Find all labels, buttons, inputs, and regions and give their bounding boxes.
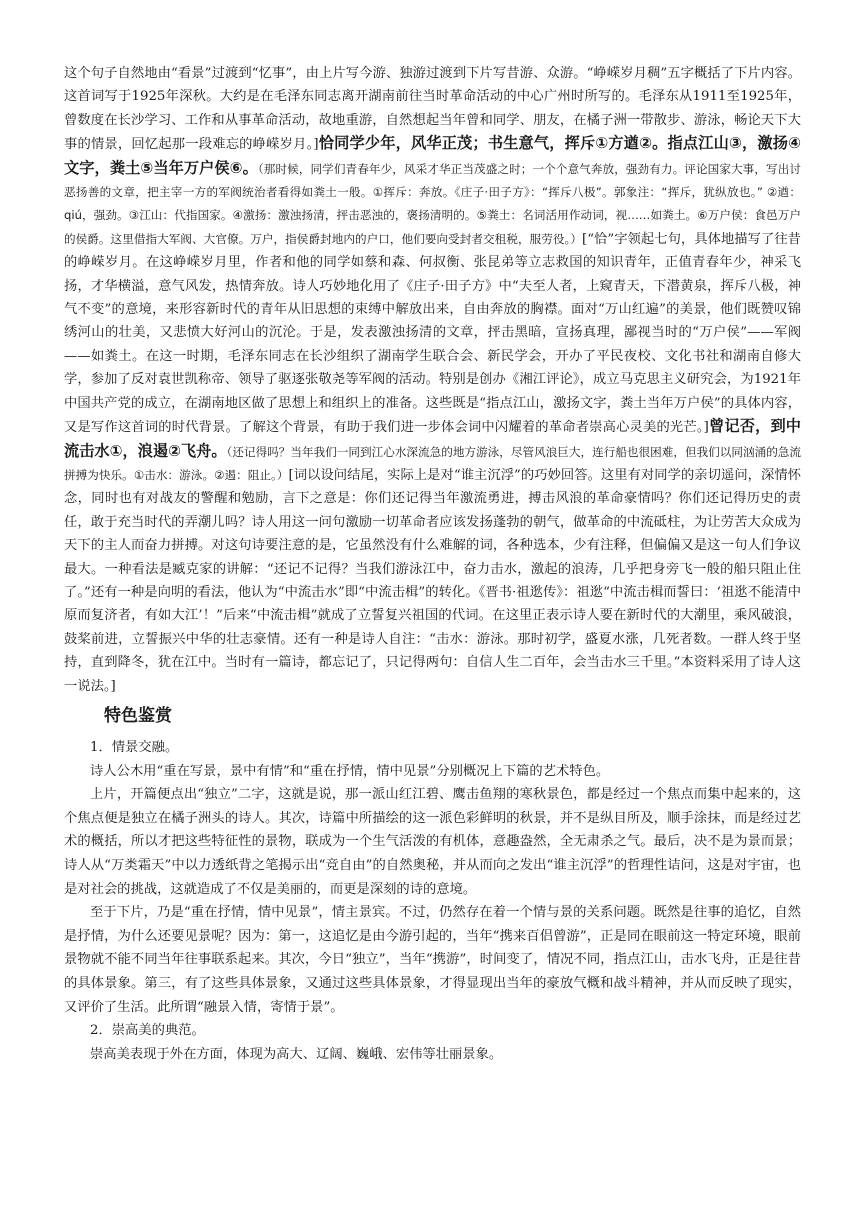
commentary-text: 这个句子自然地由“看景”过渡到“忆事”，由上片写今游、独游过渡到下片写昔游、众游。“峥嵘岁月稠”五字概括了下片内容。这首词写于1925年深秋。大约是在毛泽东同志离开湖南前往当时革命活动的中心广州时所写的。毛泽东从1911至1925年，曾数度在长沙学习、工作和从事革命活动，故地重游，自然想起当年曾和同学、朋友，在橘子洲一带散步、游泳，畅论天下大事的情景，回忆起那一段难忘的峥嵘岁月。] (64, 66, 801, 153)
document-page (64, 62, 801, 1066)
commentary-text: [“恰”字领起七句，具体地描写了往昔的峥嵘岁月。在这峥嵘岁月里，作者和他的同学如蔡和森、何叔衡、张昆弟等立志救国的知识青年，正值青春年少，神采飞扬，才华横溢，意气风发，热情奔放。诗人巧妙地化用了《庄子·田子方》中“夫至人者，上窥青天，下潜黄泉，挥斥八极，神气不变”的意境，来形容新时代的青年从旧思想的束缚中解放出来，自由奔放的胸襟。面对“万山红遍”的美景，他们既赞叹锦绣河山的壮美，又悲愤大好河山的沉沦。于是，发表激浊扬清的文章，抨击黑暗，宣扬真理，鄙视当时的“万户侯”——军阀——如粪土。在这一时期，毛泽东同志在长沙组织了湖南学生联合会、新民学会，开办了平民夜校、文化书社和湖南自修大学，参加了反对袁世凯称帝、领导了驱逐张敬尧等军阀的活动。特别是创办《湘江评论》，成立马克思主义研究会，为1921年中国共产党的成立，在湖南地区做了思想上和组织上的准备。这些既是“指点江山，激扬文字，粪土当年万户侯”的具体内容，又是写作这首词的时代背景。了解这个背景，有助于我们进一步体会词中闪耀着的革命者崇高心灵美的光芒。] (64, 231, 801, 436)
poem-line: 恰同学少年，风华正茂；书生意气，挥斥①方遒②。指点江山③，激扬④文字，粪土⑤当年万户侯⑥。 (64, 134, 801, 177)
list-item-heading: 2．崇高美的典范。 (90, 1023, 205, 1039)
poem-line: 曾记否，到中流击水①，浪遏②飞舟。 (64, 417, 801, 460)
body-paragraph: 诗人公木用“重在写景，景中有情”和“重在抒情，情中见景”分别概况上下篇的艺术特色。 (90, 763, 610, 779)
body-paragraph: 至于下片，乃是“重在抒情，情中见景”，情主景宾。不过，仍然存在着一个情与景的关系问题。既然是往事的追忆，自然是抒情，为什么还要见景呢？因为：第一，这追忆是由今游引起的，当年“携来百侣曾游”，正是同在眼前这一特定环境，眼前景物就不能不同当年往事联系起来。其次，今日“独立”，当年“携游”，时间变了，情况不同，指点江山，击水飞舟，正是往昔的具体景象。第三，有了这些具体景象，又通过这些具体景象，才得显现出当年的豪放气概和战斗精神，并从而反映了现实，又评价了生活。此所谓“融景入情，寄情于景”。 (64, 905, 801, 1015)
section-heading: 特色鉴赏 (104, 705, 172, 726)
commentary-paragraph (64, 62, 801, 698)
poem-note: （还记得吗？当年我们一同到江心水深流急的地方游泳，尽管风浪巨大，连行船也很困难，但我们以同汹涌的急流拼搏为快乐。①击水：游泳。②遏：阻止。） (64, 444, 801, 482)
commentary-text: [词以设问结尾，实际上是对“谁主沉浮”的巧妙回答。这里有对同学的亲切遥问，深情怀念，同时也有对战友的警醒和勉励，言下之意是：你们还记得当年激流勇进，搏击风浪的革命豪情吗？你们还记得历史的责任，敢于充当时代的弄潮儿吗？诗人用这一问句激励一切革命者应该发扬蓬勃的朝气，做革命的中流砥柱，为让劳苦大众成为天下的主人而奋力拼搏。对这句诗要注意的是，它虽然没有什么难解的词，各种选本，少有注释，但偏偏又是这一句人们争议最大。一种看法是臧克家的讲解：“还记不记得？当我们游泳江中，奋力击水，激起的浪涛，几乎把身旁飞一般的船只阻止住了。”还有一种是向明的看法，他认为“中流击水”即“中流击楫”的转化。《晋书·祖逖传》：祖逖“中流击楫而誓曰：‘祖逖不能清中原而复济者，有如大江’！”后来“中流击楫”就成了立誓复兴祖国的代词。在这里正表示诗人要在新时代的大潮里，乘风破浪，鼓桨前进，立誓振兴中华的壮志豪情。还有一种是诗人自注：“击水：游泳。那时初学，盛夏水涨，几死者数。一群人终于坚持，直到降冬，犹在江中。当时有一篇诗，都忘记了，只记得两句：自信人生二百年，会当击水三千里。”本资料采用了诗人这一说法。] (64, 467, 801, 694)
list-item-heading: 1．情景交融。 (90, 739, 179, 755)
body-paragraph: 崇高美表现于外在方面，体现为高大、辽阔、巍峨、宏伟等壮丽景象。 (90, 1046, 503, 1062)
body-paragraph: 上片，开篇便点出“独立”二字，这就是说，那一派山红江碧、鹰击鱼翔的寒秋景色，都是经过一个焦点而集中起来的，这个焦点便是独立在橘子洲头的诗人。其次，诗篇中所描绘的这一派色彩鲜明的秋景，并不是纵目所及，顺手涂抹，而是经过艺术的概括，所以才把这些特征性的景物，联成为一个生气活泼的有机体，意趣盎然，全无肃杀之气。最后，决不是为景而景；诗人从“万类霜天”中以力透纸背之笔揭示出“竞自由”的自然奥秘，并从而向之发出“谁主沉浮”的哲理性诘问，这是对宇宙，也是对社会的挑战，这就造成了不仅是美丽的，而更是深刻的诗的意境。 (64, 787, 801, 897)
poem-note: （那时候，同学们青春年少，风采才华正当茂盛之时；一个个意气奔放，强劲有力。评论国家大事，写出讨恶扬善的文章，把主宰一方的军阀统治者看得如粪土一般。①挥斥：奔放。《庄子·田子方》：“挥斥八极”。郭象注：“挥斥，犹纵放也。” ②遒：qiú，强劲。③江山：代指国家。④激扬：激浊扬清，抨击恶浊的，褒扬清明的。⑤粪土：名词活用作动词，视……如粪土。⑥万户侯：食邑万户的侯爵。这里借指大军阀、大官僚。万户，指侯爵封地内的户口，他们要向受封者交租税，服劳役。） (64, 161, 801, 246)
